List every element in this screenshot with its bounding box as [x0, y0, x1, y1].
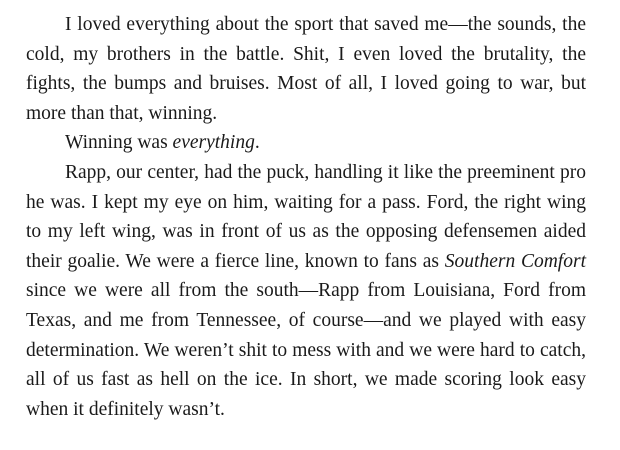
- emphasis-text: Southern Comfort: [444, 250, 586, 272]
- text-run: since we were all from the south—Rapp from Louisiana, Ford from Texas, and me from Tennessee, of course—and we played with easy determination. We weren’t shit to mess with and we were hard to catch, all of us fast as hell on the ice. In short, we made scoring look easy when it definitely wasn’t.: [26, 280, 586, 420]
- body-text-container: [26, 10, 586, 424]
- text-run: Rapp, our center, had the puck, handling it like the preeminent pro he was. I kept my eye on him, waiting for a pass. Ford, the right wing to my left wing, was in front of us as the opposing defensemen aided their goalie. We were a fierce line, known to fans as: [26, 161, 586, 272]
- text-run: Winning was: [65, 132, 173, 154]
- paragraph-1: [26, 10, 586, 128]
- paragraph-3: [26, 158, 586, 424]
- text-run: .: [254, 132, 260, 154]
- emphasis-text: everything: [172, 132, 255, 154]
- text-run: I loved everything about the sport that saved me—the sounds, the cold, my brothers in the battle. Shit, I even loved the brutality, the fights, the bumps and bruises. Most of all, I loved going to war, but more than that, winning.: [26, 14, 586, 124]
- paragraph-2: [26, 128, 586, 158]
